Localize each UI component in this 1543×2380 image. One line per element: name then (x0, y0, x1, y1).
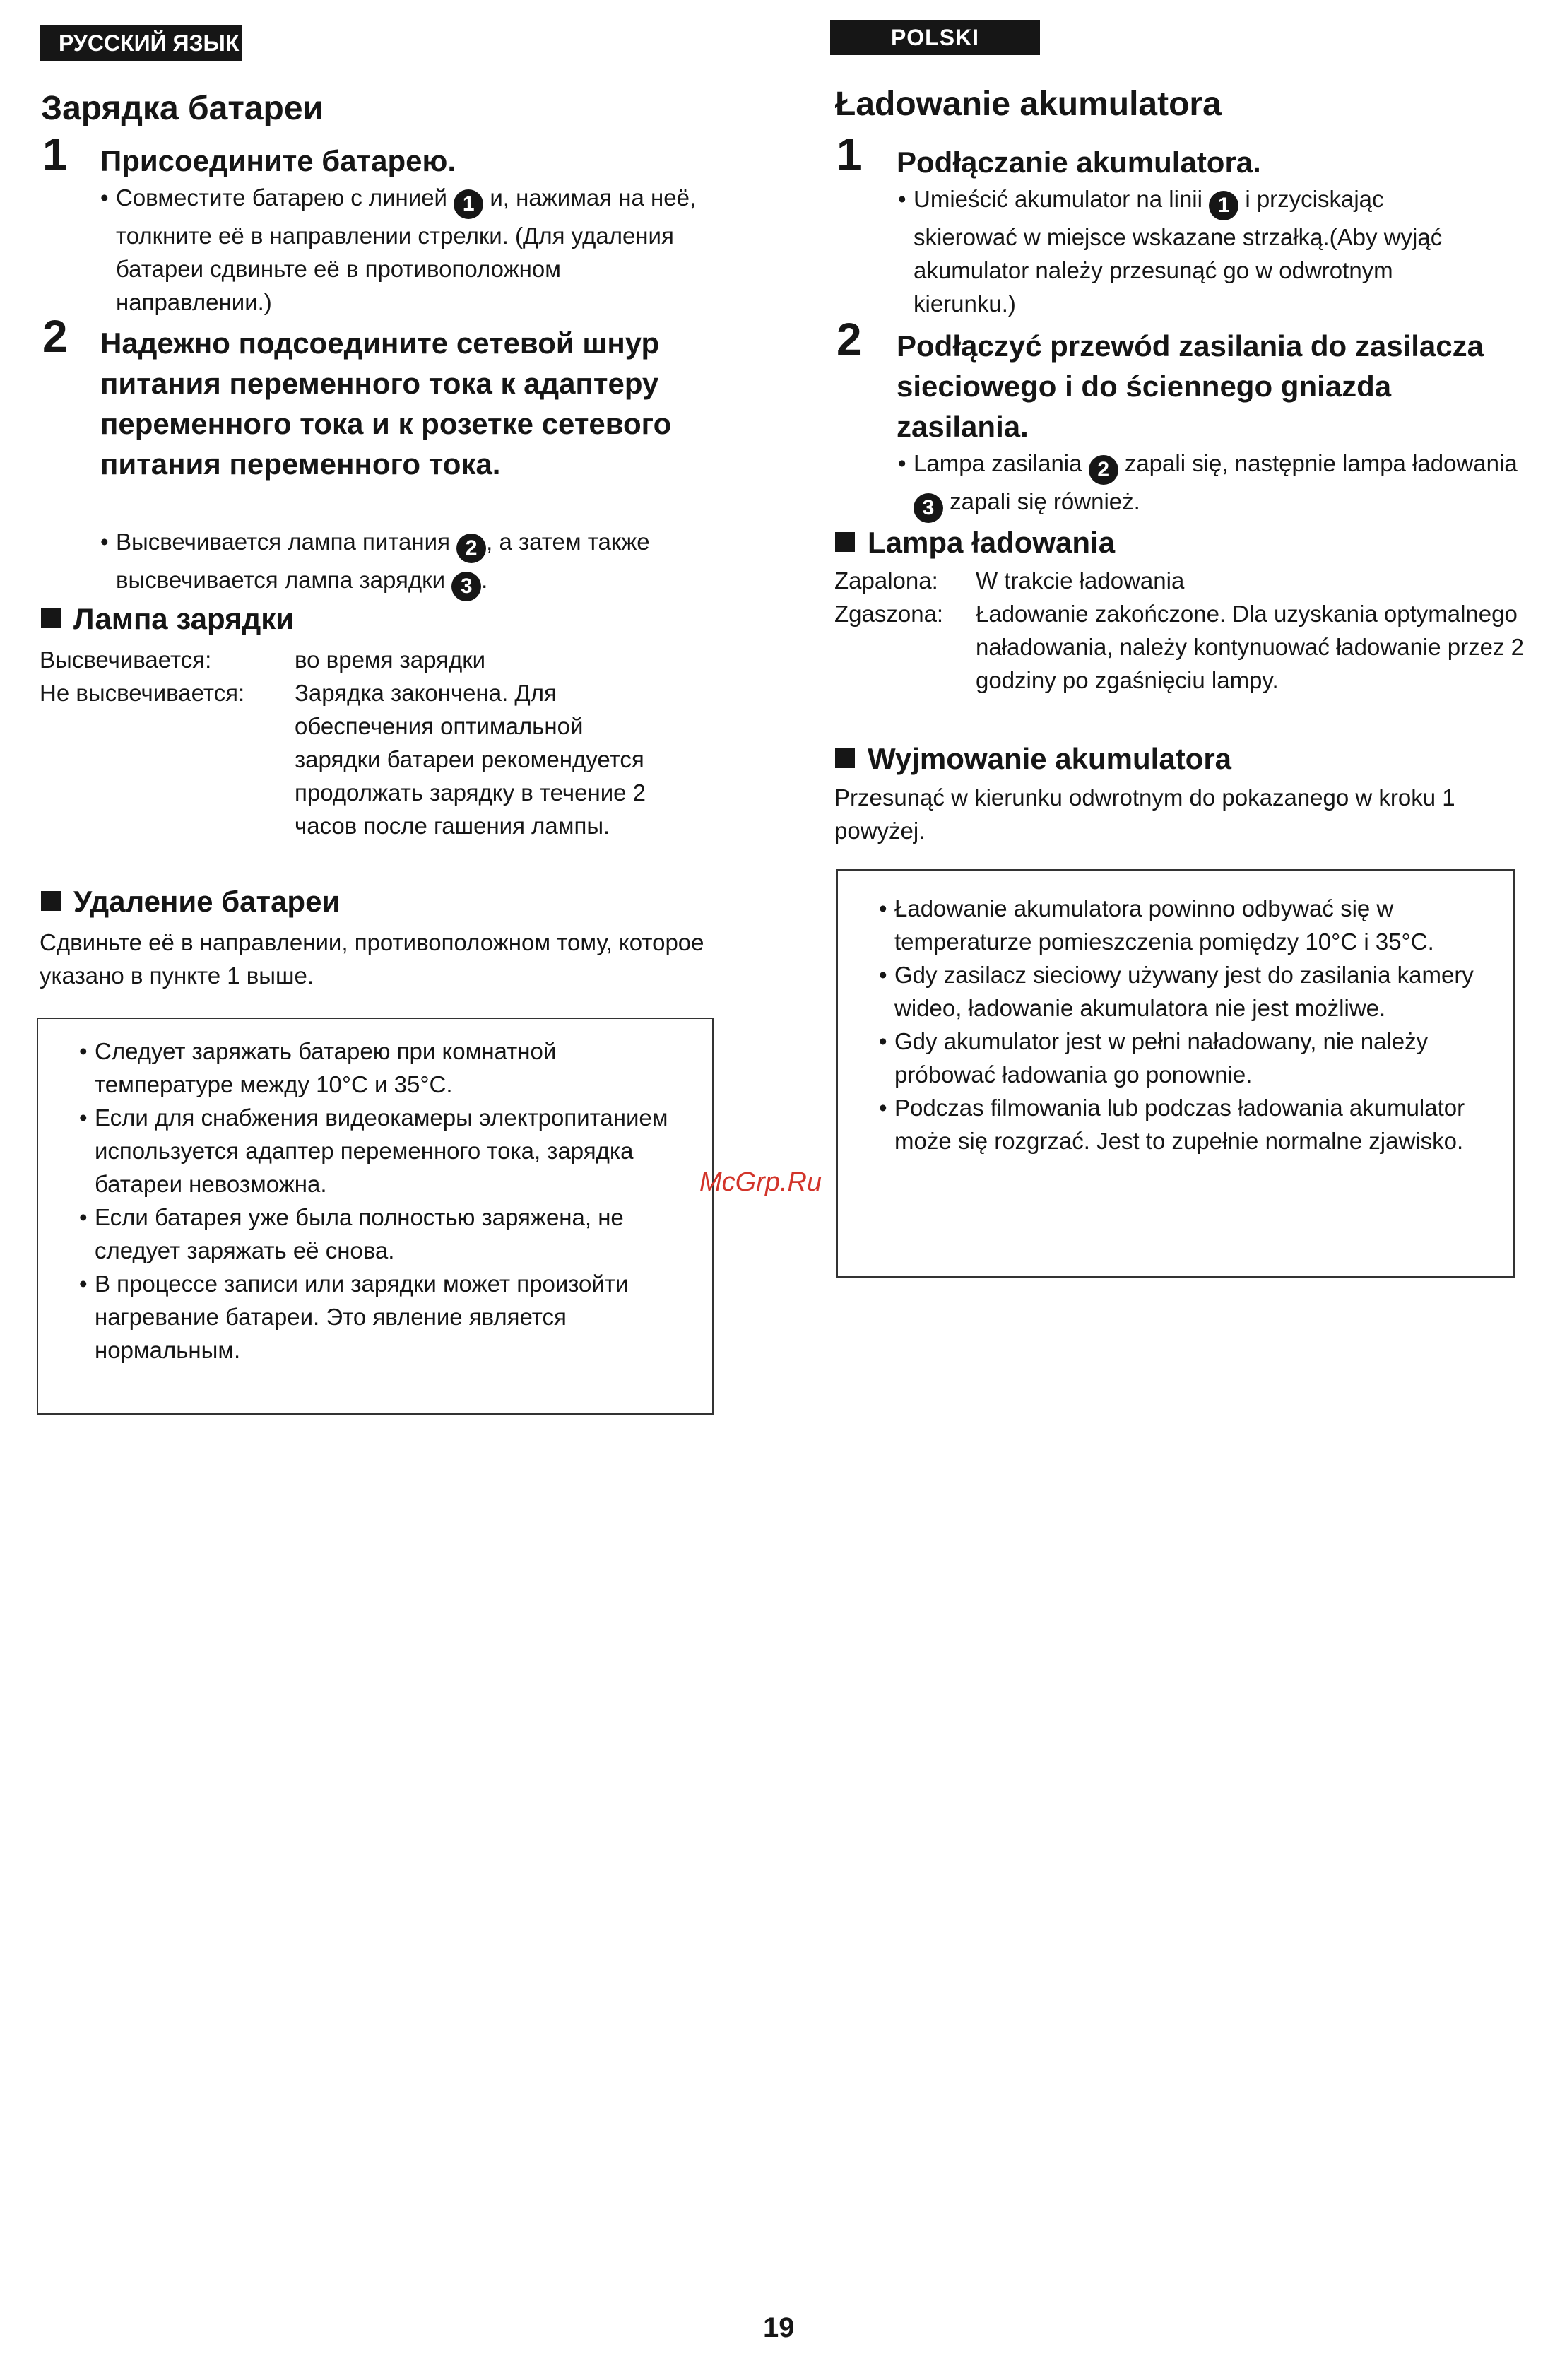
step-title: Podłączyć przewód zasilania do zasilacza sieciowego i do ściennego gniazda zasilania. (897, 329, 1484, 443)
lamp-state-value: Зарядка закончена. Для обеспечения оптимальной зарядки батареи рекомендуется продолжать зарядку в течение 2 часов после гашения лампы. (295, 680, 646, 839)
lamp-state-value: Ładowanie zakończone. Dla uzyskania optymalnego naładowania, należy kontynuować ładowanie przez 2 godziny po zgaśnięciu lampy. (976, 601, 1524, 693)
notes-box (37, 1018, 714, 1415)
marker-2-icon: 2 (1089, 455, 1118, 485)
subsection-title: Wyjmowanie akumulatora (835, 742, 1231, 776)
lamp-state-label: Высвечивается: (40, 647, 212, 673)
marker-1-icon: 1 (454, 189, 483, 219)
step-title: Podłączanie akumulatora. (897, 146, 1261, 179)
square-bullet-icon (835, 748, 855, 768)
square-bullet-icon (41, 608, 61, 628)
step-number: 2 (42, 311, 68, 362)
note-item: • Ładowanie akumulatora powinno odbywać się w temperaturze pomieszczenia pomiędzy 10°C i 35°C. (879, 895, 1434, 955)
step-bullet: • Lampa zasilania 2 zapali się, następnie lampa ładowania 3 zapali się również. (914, 447, 1521, 523)
note-item: • Следует заряжать батарею при комнатной температуре между 10°C и 35°C. (79, 1038, 557, 1097)
remove-instructions: Сдвиньте её в направлении, противоположном тому, которое указано в пункте 1 выше. (40, 929, 704, 989)
note-item: • Gdy zasilacz sieciowy używany jest do zasilania kamery wideo, ładowanie akumulatora nie jest możliwe. (879, 962, 1474, 1021)
step-bullet: • Umieścić akumulator na linii 1 i przyciskając skierować w miejsce wskazane strzałką.(Aby wyjąć akumulator należy przesunąć go w odwrotnym kierunku.) (898, 186, 1443, 317)
language-tab-polish: POLSKI (830, 20, 1040, 55)
step-title: Надежно подсоедините сетевой шнур питания переменного тока к адаптеру переменного тока и к розетке сетевого питания переменного тока. (100, 326, 672, 481)
language-tab-russian: РУССКИЙ ЯЗЫК (40, 25, 242, 61)
note-item: • Podczas filmowania lub podczas ładowania akumulator może się rozgrzać. Jest to zupełnie normalne zjawisko. (879, 1095, 1465, 1154)
notes-box (836, 869, 1515, 1278)
section-title: Зарядка батареи (41, 90, 324, 127)
note-item: • Gdy akumulator jest w pełni naładowany, nie należy próbować ładowania go ponownie. (879, 1028, 1429, 1088)
subsection-title: Lampa ładowania (835, 526, 1115, 560)
step-number: 1 (42, 129, 68, 179)
lamp-state-label: Не высвечивается: (40, 680, 245, 706)
remove-instructions: Przesunąć w kierunku odwrotnym do pokazanego w kroku 1 powyżej. (834, 784, 1455, 844)
note-item: • Если для снабжения видеокамеры электропитанием используется адаптер переменного тока, зарядка батареи невозможна. (79, 1104, 668, 1197)
step-number: 1 (836, 129, 862, 179)
note-item: • В процессе записи или зарядки может произойти нагревание батареи. Это явление является нормальным. (79, 1271, 629, 1363)
marker-3-icon: 3 (451, 572, 481, 601)
step-title: Присоедините батарею. (100, 144, 456, 177)
section-title: Ładowanie akumulatora (835, 86, 1222, 123)
subsection-title: Удаление батареи (41, 885, 340, 919)
square-bullet-icon (41, 891, 61, 911)
watermark: McGrp.Ru (699, 1167, 822, 1197)
lamp-state-value: во время зарядки (295, 647, 486, 673)
step-bullet: • Совместите батарею с линией 1 и, нажимая на неё, толкните её в направлении стрелки. (Для удаления батареи сдвиньте её в противоположном направлении.) (100, 184, 697, 315)
marker-3-icon: 3 (914, 493, 943, 523)
step-number: 2 (836, 314, 862, 365)
lamp-state-label: Zapalona: (834, 567, 938, 594)
note-item: • Если батарея уже была полностью заряжена, не следует заряжать её снова. (79, 1204, 624, 1263)
subsection-title: Лампа зарядки (41, 602, 294, 636)
square-bullet-icon (835, 532, 855, 552)
step-bullet: • Высвечивается лампа питания 2 , а затем также высвечивается лампа зарядки 3 . (116, 525, 716, 601)
lamp-state-value: W trakcie ładowania (976, 567, 1185, 594)
lamp-state-label: Zgaszona: (834, 601, 944, 627)
page-number: 19 (763, 2312, 795, 2343)
marker-2-icon: 2 (456, 534, 486, 563)
marker-1-icon: 1 (1209, 191, 1238, 220)
